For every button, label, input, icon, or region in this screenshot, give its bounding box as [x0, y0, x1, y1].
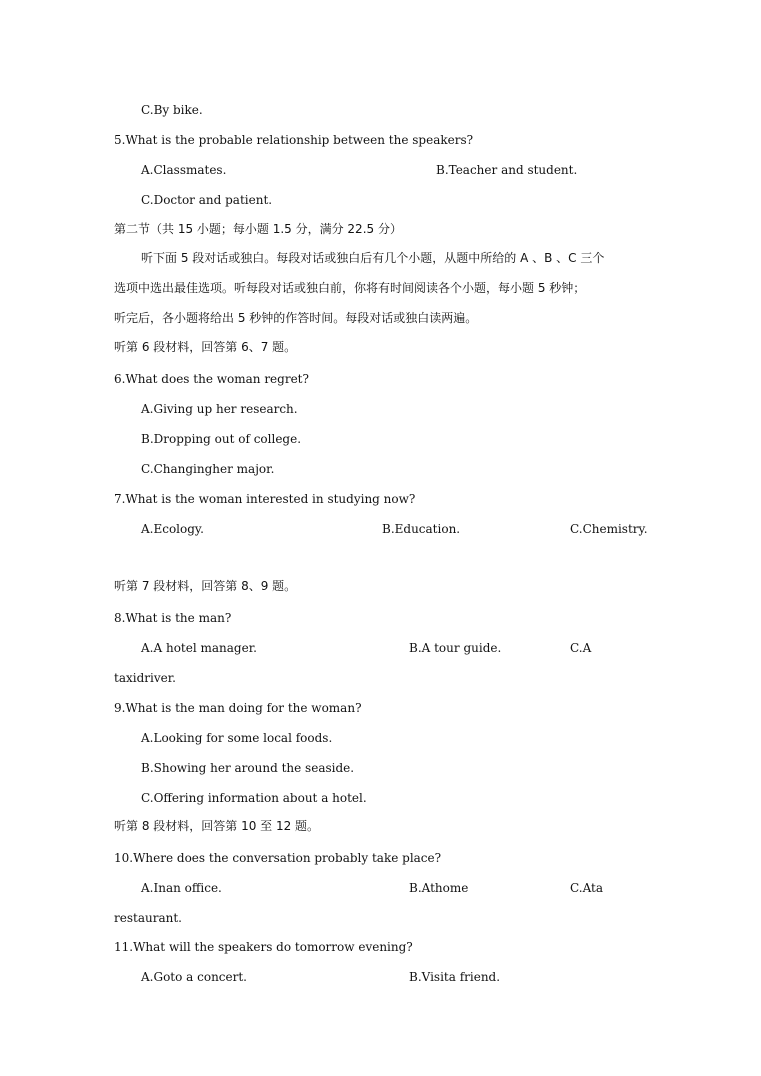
q5-option-a: A.Classmates.	[141, 163, 227, 177]
q8-option-c: C.A	[570, 641, 592, 655]
instructions-line-1: 听下面 5 段对话或独白。每段对话或独白后有几个小题，从题中所给的 A 、B 、C 三个	[141, 251, 605, 265]
q9-option-c: C.Offering information about a hotel.	[141, 791, 367, 805]
q7-option-c: C.Chemistry.	[570, 522, 648, 536]
instructions-line-3: 听完后，各小题将给出 5 秒钟的作答时间。每段对话或独白读两遍。	[114, 311, 478, 325]
q5-option-b: B.Teacher and student.	[436, 163, 578, 177]
instructions-line-2: 选项中选出最佳选项。听每段对话或独白前，你将有时间阅读各个小题，每小题 5 秒钟；	[114, 281, 586, 295]
q7-option-a: A.Ecology.	[141, 522, 204, 536]
q10-option-b: B.Athome	[409, 881, 469, 895]
q10-option-c-continued: restaurant.	[114, 911, 182, 925]
question-7: 7.What is the woman interested in studying now?	[114, 492, 416, 506]
q9-option-b: B.Showing her around the seaside.	[141, 761, 355, 775]
q10-option-a: A.Inan office.	[141, 881, 222, 895]
q4-option-c: C.By bike.	[141, 103, 203, 117]
material-6-heading: 听第 6 段材料，回答第 6、7 题。	[114, 340, 297, 354]
question-8: 8.What is the man?	[114, 611, 232, 625]
q5-option-c: C.Doctor and patient.	[141, 193, 273, 207]
material-7-heading: 听第 7 段材料，回答第 8、9 题。	[114, 579, 297, 593]
q6-option-b: B.Dropping out of college.	[141, 432, 302, 446]
q6-option-c: C.Changingher major.	[141, 462, 275, 476]
question-10: 10.Where does the conversation probably take place?	[114, 851, 442, 865]
question-5: 5.What is the probable relationship between the speakers?	[114, 133, 474, 147]
q8-option-b: B.A tour guide.	[409, 641, 502, 655]
question-11: 11.What will the speakers do tomorrow evening?	[114, 940, 413, 954]
q11-option-b: B.Visita friend.	[409, 970, 501, 984]
question-9: 9.What is the man doing for the woman?	[114, 701, 362, 715]
q8-option-c-continued: taxidriver.	[114, 671, 176, 685]
question-6: 6.What does the woman regret?	[114, 372, 309, 386]
q11-option-a: A.Goto a concert.	[141, 970, 247, 984]
q9-option-a: A.Looking for some local foods.	[141, 731, 333, 745]
material-8-heading: 听第 8 段材料，回答第 10 至 12 题。	[114, 819, 320, 833]
q10-option-c: C.Ata	[570, 881, 603, 895]
q8-option-a: A.A hotel manager.	[141, 641, 257, 655]
section-2-heading: 第二节（共 15 小题；每小题 1.5 分，满分 22.5 分）	[114, 222, 402, 236]
q6-option-a: A.Giving up her research.	[141, 402, 298, 416]
q7-option-b: B.Education.	[382, 522, 461, 536]
